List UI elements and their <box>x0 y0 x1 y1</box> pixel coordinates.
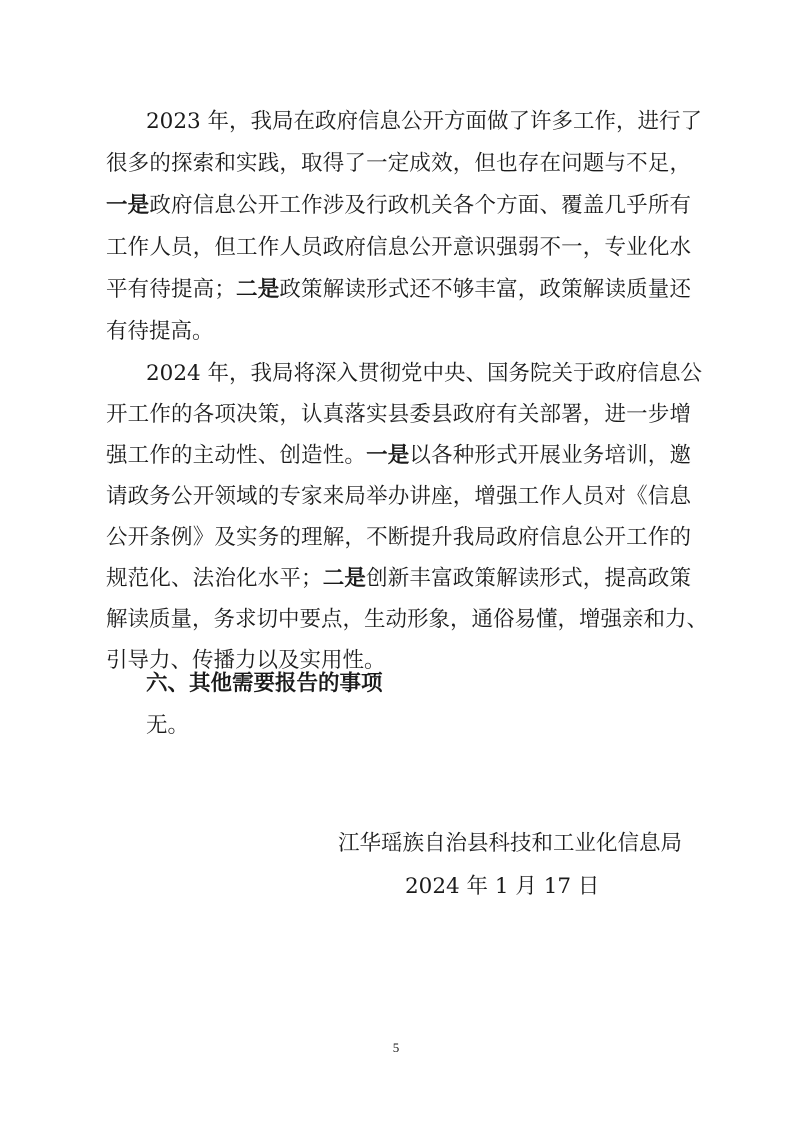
emphasis-second: 二是 <box>235 277 280 302</box>
paragraph-1-line-4: 工作人员，但工作人员政府信息公开意识强弱不一，专业化水 <box>106 235 691 260</box>
paragraph-2-line-2: 开工作的各项决策，认真落实县委县政府有关部署，进一步增 <box>106 402 691 427</box>
section-6-content: 无。 <box>146 713 190 738</box>
paragraph-2-line-4: 请政务公开领域的专家来局举办讲座，增强工作人员对《信息 <box>106 484 691 509</box>
section-6-heading: 六、其他需要报告的事项 <box>146 671 383 696</box>
paragraph-2-line-3-text-a: 强工作的主动性、创造性。 <box>106 443 367 468</box>
paragraph-2-line-6-text-b: 创新丰富政策解读形式，提高政策 <box>366 566 691 591</box>
paragraph-1-line-3-text: 政府信息公开工作涉及行政机关各个方面、覆盖几乎所有 <box>149 193 691 218</box>
paragraph-1-line-2: 很多的探索和实践，取得了一定成效，但也存在问题与不足， <box>106 151 691 176</box>
page-number: 5 <box>392 1040 400 1055</box>
paragraph-1-line-6: 有待提高。 <box>106 319 214 344</box>
emphasis-second: 二是 <box>322 566 367 591</box>
paragraph-1-line-1: 2023 年，我局在政府信息公开方面做了许多工作，进行了 <box>146 109 703 134</box>
emphasis-first: 一是 <box>366 443 410 468</box>
paragraph-1-line-5-text-a: 平有待提高； <box>106 277 236 302</box>
paragraph-1-line-5-text-b: 政策解读形式还不够丰富，政策解读质量还 <box>279 277 691 302</box>
paragraph-2-line-5: 公开条例》及实务的理解，不断提升我局政府信息公开工作的 <box>106 525 691 550</box>
paragraph-1-line-3 <box>106 188 691 224</box>
paragraph-2-line-6-text-a: 规范化、法治化水平； <box>106 566 323 591</box>
signature-date: 2024 年 1 月 17 日 <box>405 874 600 899</box>
paragraph-2-line-8: 引导力、传播力以及实用性。 <box>106 648 386 673</box>
paragraph-2-line-3-text-b: 以各种形式开展业务培训，邀 <box>409 443 691 468</box>
signature-organization: 江华瑶族自治县科技和工业化信息局 <box>338 831 683 856</box>
emphasis-first: 一是 <box>106 193 150 218</box>
paragraph-2-line-6 <box>106 561 691 597</box>
paragraph-1-line-5 <box>106 272 691 308</box>
paragraph-2-line-7: 解读质量，务求切中要点，生动形象，通俗易懂，增强亲和力、 <box>106 607 709 632</box>
paragraph-2-line-3 <box>106 438 691 474</box>
paragraph-2-line-1: 2024 年，我局将深入贯彻党中央、国务院关于政府信息公 <box>146 361 703 386</box>
